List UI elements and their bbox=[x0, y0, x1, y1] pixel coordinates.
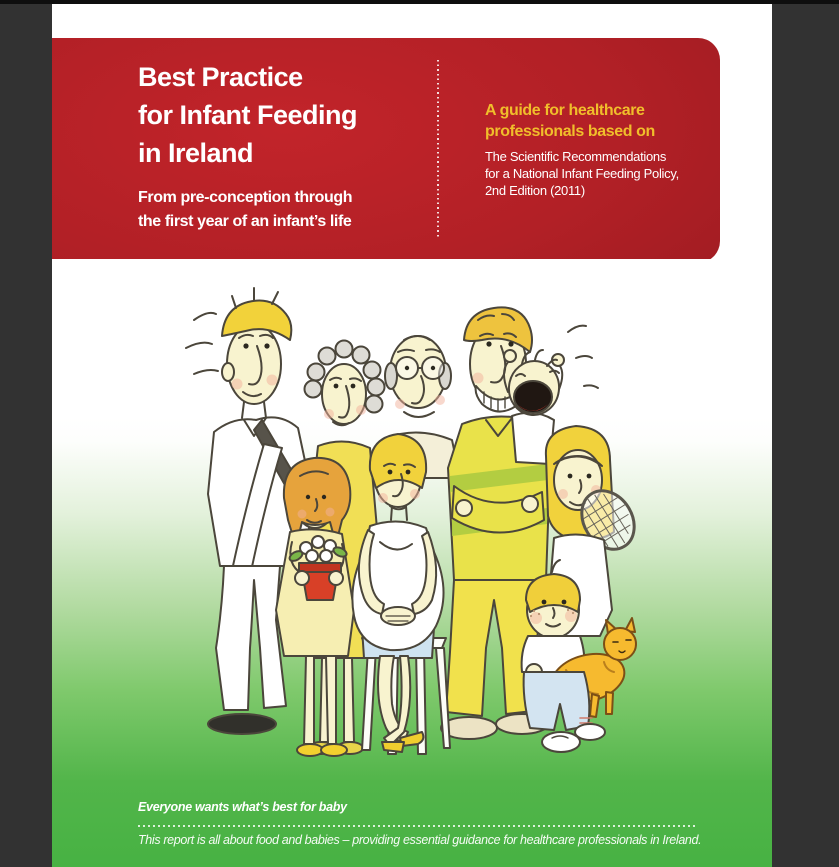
document-page bbox=[52, 4, 772, 867]
cover-subtitle bbox=[138, 186, 352, 234]
boy-with-cat-figure bbox=[522, 560, 636, 752]
cover-title-line: in Ireland bbox=[138, 138, 254, 168]
cover-title-line: Best Practice bbox=[138, 62, 303, 92]
guide-reference-line: 2nd Edition (2011) bbox=[485, 183, 585, 198]
guide-reference-line: The Scientific Recommendations bbox=[485, 149, 667, 164]
guide-reference bbox=[485, 148, 710, 199]
cover-title bbox=[138, 58, 357, 172]
cover-subtitle-line: From pre-conception through bbox=[138, 189, 353, 206]
guide-heading bbox=[485, 100, 710, 142]
guide-heading-line: professionals based on bbox=[485, 123, 655, 140]
footer-description: This report is all about food and babies – providing essential guidance for healthcare professionals in Ireland. bbox=[138, 833, 702, 847]
family-illustration bbox=[164, 280, 704, 780]
dotted-divider bbox=[437, 60, 439, 238]
footer-tagline: Everyone wants what’s best for baby bbox=[138, 800, 347, 814]
cover-banner bbox=[52, 38, 720, 263]
flower-woman-figure bbox=[276, 458, 354, 756]
guide-reference-line: for a National Infant Feeding Policy, bbox=[485, 166, 679, 181]
cover-title-line: for Infant Feeding bbox=[138, 100, 357, 130]
banner-right-column bbox=[485, 100, 710, 199]
cover-body bbox=[52, 259, 772, 867]
footer-dotted-rule bbox=[138, 825, 697, 827]
guide-heading-line: A guide for healthcare bbox=[485, 102, 645, 119]
cover-subtitle-line: the first year of an infant’s life bbox=[138, 213, 352, 230]
